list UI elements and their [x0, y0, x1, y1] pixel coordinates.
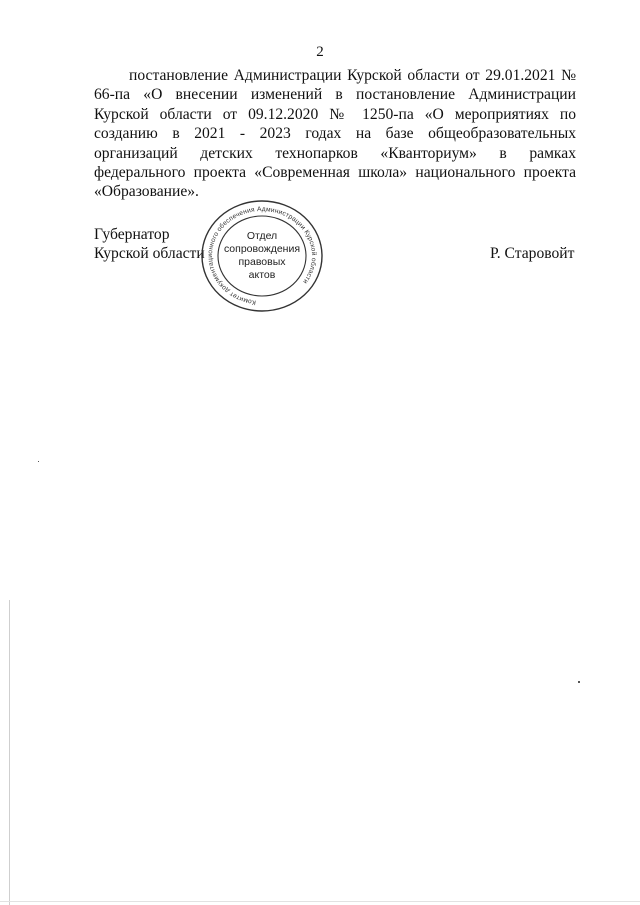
stamp-center-line-1: Отдел — [246, 230, 278, 242]
stamp-center-line-2: сопровождения — [223, 243, 301, 255]
stamp-center-text — [222, 230, 302, 282]
signature-title — [94, 225, 205, 264]
scan-speck — [38, 461, 39, 462]
signature-title-line-2: Курской области — [94, 245, 205, 263]
stamp-ring-text: Комитет документационного обеспечения Администрации Курской области — [206, 205, 318, 306]
page-number: 2 — [316, 44, 324, 60]
stamp-center-line-4: актов — [248, 269, 276, 281]
scan-bottom-edge — [0, 901, 640, 902]
scan-speck — [578, 681, 580, 683]
official-stamp — [200, 199, 324, 313]
scan-left-edge — [9, 600, 10, 905]
stamp-center-line-3: правовых — [238, 256, 286, 268]
signatory-name: Р. Старовойт — [490, 245, 575, 262]
signature-title-line-1: Губернатор — [94, 226, 170, 243]
document-body-text: постановление Администрации Курской области от 29.01.2021 № 66-па «О внесении изменений в постановление Администрации Курской области от 09.12.2020 № 1250-па «О мероприятиях по созданию в 2021 - 2023 годах на базе общеобразовательных организаций детских технопарков «Кванториум» в рамках федерального проекта «Современная школа» национального проекта «Образование». — [94, 67, 576, 201]
